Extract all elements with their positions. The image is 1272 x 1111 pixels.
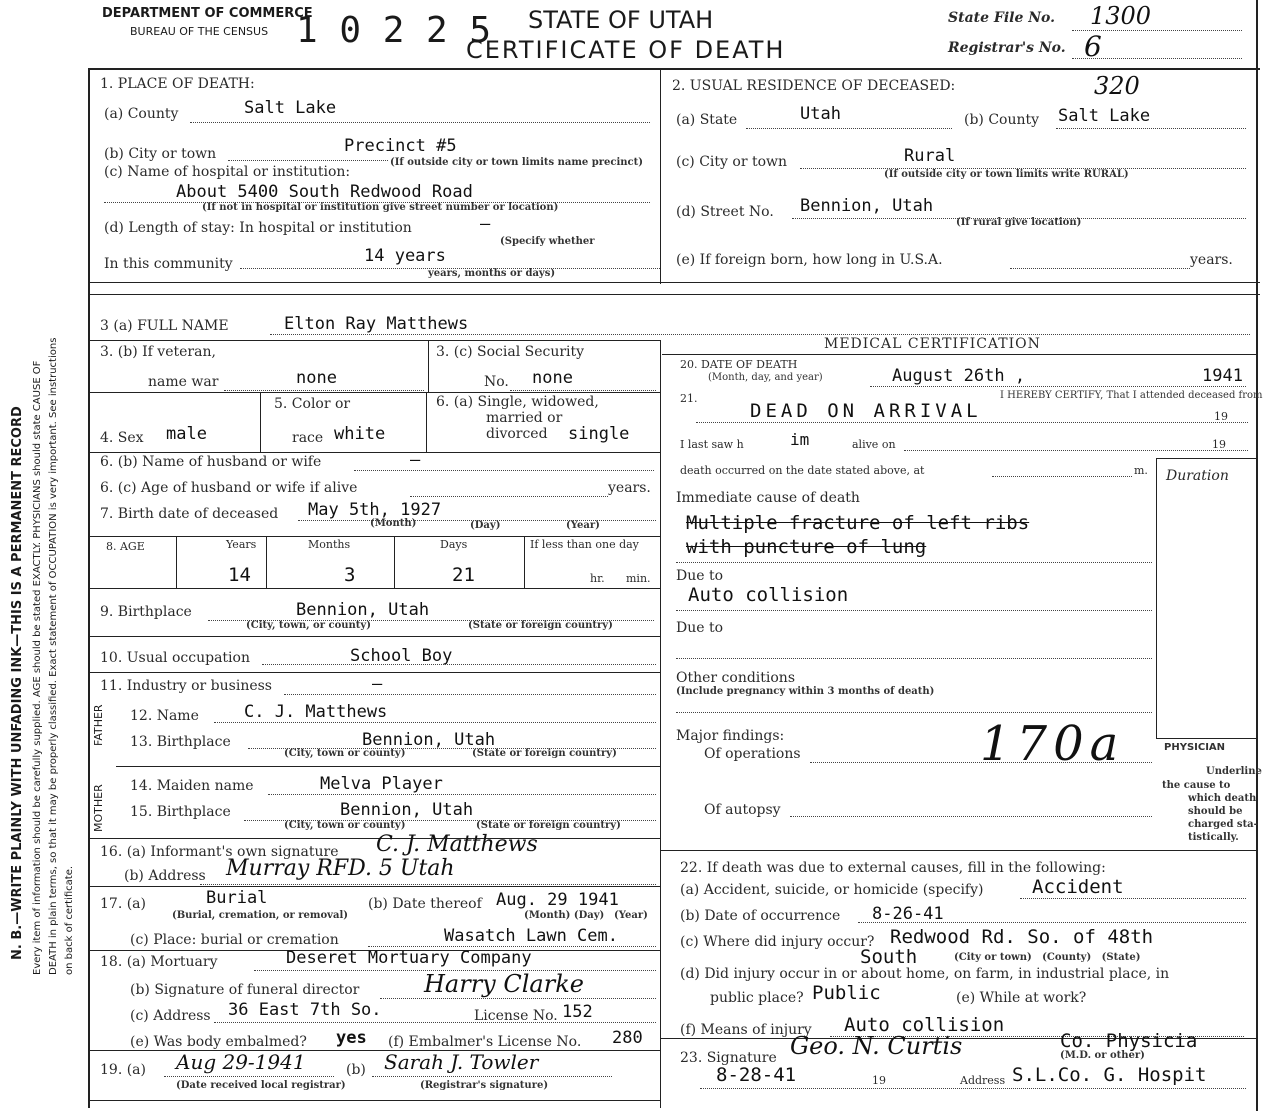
birth-date-label: 7. Birth date of deceased (100, 506, 279, 522)
foreign-born-label: (e) If foreign born, how long in U.S.A. (676, 252, 943, 268)
mortuary-address-label: (c) Address (130, 1008, 211, 1024)
physician-box-2: the cause to (1162, 780, 1231, 791)
race: white (334, 424, 386, 444)
physician-box-label: PHYSICIAN (1164, 742, 1226, 753)
registrar-no-value: 6 (1084, 30, 1102, 63)
burial-place-label: (c) Place: burial or cremation (130, 932, 339, 948)
received-label: 19. (a) (100, 1062, 146, 1078)
mother-birthplace-label: 15. Birthplace (130, 804, 231, 820)
physician-box-3: which death (1188, 793, 1257, 804)
death-year: 1941 (1202, 366, 1243, 386)
death-county: Salt Lake (244, 98, 337, 118)
stay-hospital: — (480, 214, 491, 234)
certify-text: I HEREBY CERTIFY, That I attended deceased from (1000, 390, 1263, 401)
duration-label: Duration (1166, 468, 1229, 484)
father-name-label: 12. Name (130, 708, 199, 724)
occupation: School Boy (350, 646, 453, 666)
registrar-signature: Sarah J. Towler (384, 1050, 539, 1074)
residence-annotation: 320 (1094, 72, 1140, 100)
occupation-label: 10. Usual occupation (100, 650, 250, 666)
certify-stamp: DEAD ON ARRIVAL (750, 400, 982, 422)
director-signature: Harry Clarke (424, 970, 584, 998)
injury-where-2: South (860, 946, 918, 968)
father-birthplace: Bennion, Utah (362, 730, 496, 750)
injury-means: Auto collision (844, 1014, 1005, 1036)
occurred-m: m. (1134, 464, 1148, 477)
sidebar-instructions-1: Every item of information should be carefully supplied. AGE should be stated EXACTLY. PHYSICIANS should state CAUSE OF (32, 360, 43, 975)
last-saw-value: im (790, 430, 810, 449)
informant-sig-label: 16. (a) Informant's own signature (100, 844, 339, 860)
mother-bp-hint-1: (City, town or county) (284, 820, 406, 831)
injury-means-label: (f) Means of injury (680, 1022, 812, 1038)
community-hint: years, months or days) (428, 268, 556, 279)
physician-address: S.L.Co. G. Hospit (1012, 1064, 1207, 1086)
spouse: — (410, 450, 421, 470)
death-city-label: (b) City or town (104, 146, 217, 162)
informant-address-label: (b) Address (124, 868, 206, 884)
signature-year: 19 (872, 1074, 886, 1087)
signature-label: 23. Signature (680, 1050, 777, 1066)
due-to-2-label: Due to (676, 620, 724, 636)
father-bp-hint-1: (City, town or county) (284, 748, 406, 759)
residence-city-label: (c) City or town (676, 154, 788, 170)
sex-label: 4. Sex (100, 430, 144, 446)
received-hint: (Date received local registrar) (176, 1080, 346, 1091)
disposition-hint: (Burial, cremation, or removal) (172, 910, 348, 921)
birthplace-label: 9. Birthplace (100, 604, 192, 620)
autopsy-label: Of autopsy (704, 802, 781, 818)
marital-label-2: married or (486, 410, 563, 426)
address-label: Address (960, 1074, 1006, 1087)
residence-city-hint: (If outside city or town limits write RURAL) (884, 169, 1129, 180)
birth-year-hint: (Year) (566, 520, 600, 531)
father-side-label: FATHER (92, 704, 105, 746)
foreign-born-suffix: years. (1190, 252, 1233, 268)
state-file-value: 1300 (1090, 2, 1152, 30)
veteran-label: 3. (b) If veteran, (100, 344, 216, 360)
mother-birthplace: Bennion, Utah (340, 800, 474, 820)
residence-state: Utah (800, 104, 841, 124)
burial-date-hint-2: (Year) (614, 910, 648, 921)
dept-line-1: DEPARTMENT OF COMMERCE (102, 6, 313, 21)
disposition: Burial (206, 888, 268, 908)
mortuary-label: 18. (a) Mortuary (100, 954, 218, 970)
marital-status: single (568, 424, 630, 444)
residence-county: Salt Lake (1058, 106, 1151, 126)
race-label: race (292, 430, 324, 446)
social-security-label: 3. (c) Social Security (436, 344, 585, 360)
sidebar-warning: N. B.—WRITE PLAINLY WITH UNFADING INK—THIS IS A PERMANENT RECORD (10, 406, 25, 960)
war: none (296, 368, 337, 388)
major-findings-label: Major findings: (676, 728, 785, 744)
sidebar-instructions-3: on back of certificate. (64, 865, 75, 975)
age-years-label: Years (226, 538, 257, 551)
maiden-name: Melva Player (320, 774, 443, 794)
external-type: Accident (1032, 876, 1124, 898)
ss-no: none (532, 368, 573, 388)
color-label: 5. Color or (274, 396, 351, 412)
embalmed-label: (e) Was body embalmed? (130, 1034, 307, 1050)
spouse-age-suffix: years. (608, 480, 651, 496)
death-city: Precinct #5 (344, 136, 457, 156)
mother-bp-hint-2: (State or foreign country) (476, 820, 621, 831)
mother-side-label: MOTHER (92, 784, 105, 832)
registrar-sig-label: (b) (346, 1062, 366, 1078)
public-place-label: public place? (710, 990, 804, 1006)
certificate-number: 1 0 2 2 5 (296, 10, 492, 51)
registrar-no-label: Registrar's No. (948, 40, 1066, 56)
physician-signature: Geo. N. Curtis (790, 1032, 963, 1060)
last-saw-label: I last saw h (680, 438, 744, 451)
director-label: (b) Signature of funeral director (130, 982, 360, 998)
operations-label: Of operations (704, 746, 801, 762)
injury-where-hint: (City or town) (County) (State) (954, 952, 1141, 963)
age-days-label: Days (440, 538, 468, 551)
other-conditions-label: Other conditions (676, 670, 796, 686)
sidebar-instructions-2: DEATH in plain terms, so that it may be properly classified. Exact statement of OCCUPATION is very important. See instructions (48, 337, 59, 975)
less-than-day-label: If less than one day (530, 538, 639, 551)
informant-address: Murray RFD. 5 Utah (226, 856, 455, 881)
physician-title: Co. Physicia (1060, 1030, 1198, 1052)
marital-label-1: 6. (a) Single, widowed, (436, 394, 599, 410)
birth-date: May 5th, 1927 (308, 500, 442, 520)
war-label: name war (148, 374, 219, 390)
ss-no-label: No. (484, 374, 509, 390)
injury-where-label: (c) Where did injury occur? (680, 934, 875, 950)
medical-heading: MEDICAL CERTIFICATION (824, 336, 1041, 352)
age-days: 21 (452, 564, 475, 586)
at-work-label: (e) While at work? (956, 990, 1087, 1006)
death-date-hint: (Month, day, and year) (708, 372, 823, 383)
signature-date: 8-28-41 (716, 1064, 797, 1086)
public-place: Public (812, 982, 881, 1004)
state-title: STATE OF UTAH (528, 6, 714, 34)
physician-box-1: Underline (1206, 766, 1262, 777)
full-name-label: 3 (a) FULL NAME (100, 318, 229, 334)
stay-hint: (Specify whether (500, 236, 595, 247)
received-date: Aug 29-1941 (176, 1050, 306, 1074)
alive-year: 19 (1212, 438, 1226, 451)
physician-box-6: tistically. (1188, 832, 1239, 843)
signature-hint: (M.D. or other) (1060, 1050, 1145, 1061)
residence-street-hint: (If rural give location) (956, 217, 1082, 228)
hospital: About 5400 South Redwood Road (176, 182, 473, 202)
community: 14 years (364, 246, 446, 266)
birthplace-hint-1: (City, town, or county) (246, 620, 371, 631)
death-date-label: 20. DATE OF DEATH (680, 358, 798, 371)
sex: male (166, 424, 207, 444)
hospital-hint: (If not in hospital or institution give street number or location) (202, 202, 559, 213)
birth-month-hint: (Month) (370, 518, 417, 529)
mortuary: Deseret Mortuary Company (286, 948, 532, 968)
stay-label: (d) Length of stay: In hospital or institution (104, 220, 412, 236)
age-years: 14 (228, 564, 251, 586)
occurred-label: death occurred on the date stated above, at (680, 464, 925, 477)
age-months-label: Months (308, 538, 351, 551)
age-label: 8. AGE (106, 540, 145, 553)
death-date: August 26th , (892, 366, 1026, 386)
death-county-label: (a) County (104, 106, 179, 122)
immediate-cause-2: with puncture of lung (686, 536, 927, 558)
community-label: In this community (104, 256, 233, 272)
residence-heading: 2. USUAL RESIDENCE OF DECEASED: (672, 78, 956, 94)
burial-date: Aug. 29 1941 (496, 890, 619, 910)
other-conditions-hint: (Include pregnancy within 3 months of death) (676, 686, 935, 697)
death-city-hint: (If outside city or town limits name precinct) (390, 157, 643, 168)
certify-number: 21. (680, 392, 698, 405)
license-label: License No. (474, 1008, 558, 1024)
due-to-1: Auto collision (688, 584, 849, 606)
age-months: 3 (344, 564, 356, 586)
hospital-label: (c) Name of hospital or institution: (104, 164, 351, 180)
marital-label-3: divorced (486, 426, 548, 442)
certify-year: 19 (1214, 410, 1228, 423)
physician-box-5: charged sta- (1188, 819, 1258, 830)
immediate-cause-1: Multiple fracture of left ribs (686, 512, 1030, 534)
immediate-cause-label: Immediate cause of death (676, 490, 860, 506)
dept-line-2: BUREAU OF THE CENSUS (130, 25, 269, 38)
residence-street-label: (d) Street No. (676, 204, 774, 220)
full-name: Elton Ray Matthews (284, 314, 469, 334)
informant-signature: C. J. Matthews (376, 832, 538, 857)
alive-on-label: alive on (852, 438, 896, 451)
occurrence-date: 8-26-41 (872, 904, 944, 924)
father-birthplace-label: 13. Birthplace (130, 734, 231, 750)
injury-where: Redwood Rd. So. of 48th (890, 926, 1154, 948)
birthplace-hint-2: (State or foreign country) (468, 620, 613, 631)
burial-date-hint-1: (Month) (Day) (524, 910, 605, 921)
maiden-name-label: 14. Maiden name (130, 778, 254, 794)
residence-county-label: (b) County (964, 112, 1040, 128)
spouse-age-label: 6. (c) Age of husband or wife if alive (100, 480, 358, 496)
birthplace: Bennion, Utah (296, 600, 430, 620)
place-of-death-heading: 1. PLACE OF DEATH: (100, 76, 255, 92)
due-to-1-label: Due to (676, 568, 724, 584)
code-annotation: 170a (980, 716, 1125, 772)
residence-city: Rural (904, 146, 956, 166)
state-file-label: State File No. (948, 10, 1056, 26)
registrar-hint: (Registrar's signature) (420, 1080, 549, 1091)
disposition-label: 17. (a) (100, 896, 146, 912)
embalmer-license: 280 (612, 1028, 643, 1048)
embalmed: yes (336, 1028, 367, 1048)
license: 152 (562, 1002, 593, 1022)
age-min-label: min. (626, 572, 651, 585)
external-heading: 22. If death was due to external causes, fill in the following: (680, 860, 1106, 876)
burial-place: Wasatch Lawn Cem. (444, 926, 618, 946)
occurrence-date-label: (b) Date of occurrence (680, 908, 841, 924)
industry: — (372, 674, 383, 694)
physician-box-4: should be (1188, 806, 1243, 817)
external-type-label: (a) Accident, suicide, or homicide (specify) (680, 882, 984, 898)
mortuary-address: 36 East 7th So. (228, 1000, 382, 1020)
father-bp-hint-2: (State or foreign country) (472, 748, 617, 759)
residence-state-label: (a) State (676, 112, 738, 128)
document-title: CERTIFICATE OF DEATH (466, 36, 786, 64)
injury-home-label: (d) Did injury occur in or about home, on farm, in industrial place, in (680, 966, 1170, 982)
father-name: C. J. Matthews (244, 702, 388, 722)
embalmer-label: (f) Embalmer's License No. (388, 1034, 582, 1050)
age-hr-label: hr. (590, 572, 605, 585)
spouse-label: 6. (b) Name of husband or wife (100, 454, 322, 470)
birth-day-hint: (Day) (470, 520, 501, 531)
burial-date-label: (b) Date thereof (368, 896, 482, 912)
industry-label: 11. Industry or business (100, 678, 272, 694)
residence-street: Bennion, Utah (800, 196, 934, 216)
